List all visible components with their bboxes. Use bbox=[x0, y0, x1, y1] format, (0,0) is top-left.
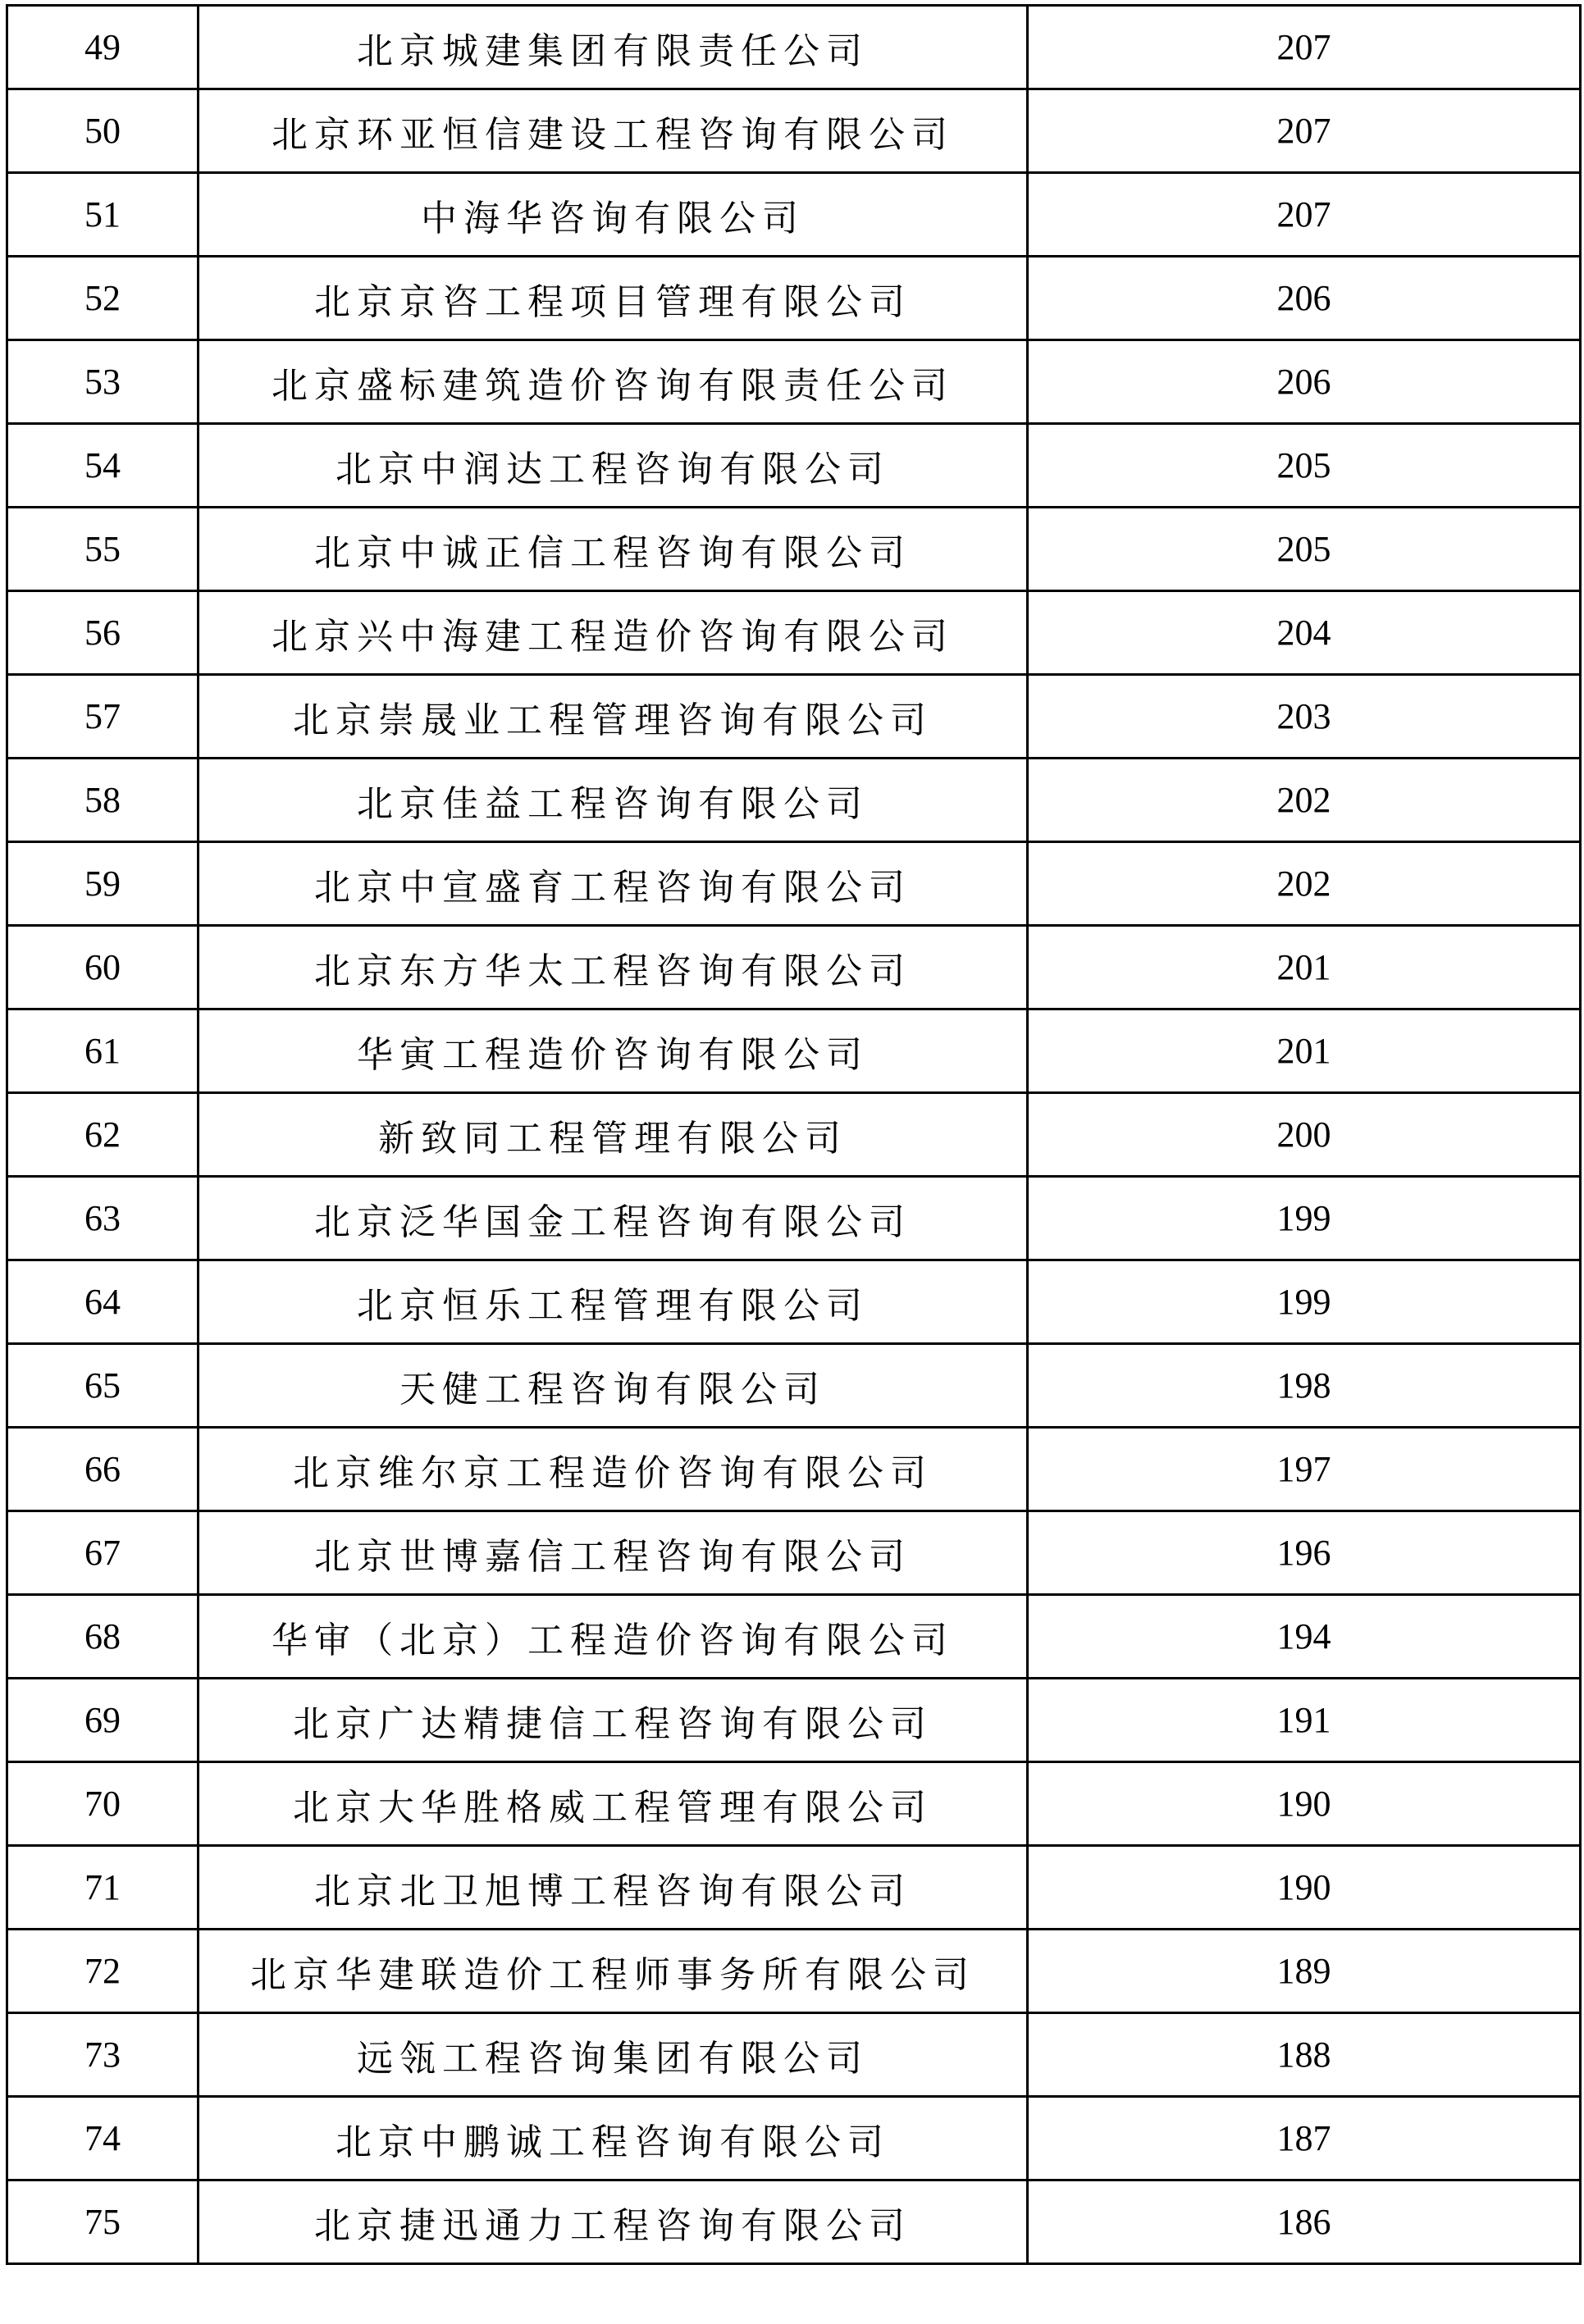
score-cell: 199 bbox=[1028, 1260, 1581, 1344]
rank-number-cell: 68 bbox=[7, 1595, 199, 1679]
company-name-cell: 北京京咨工程项目管理有限公司 bbox=[199, 257, 1028, 340]
score-cell: 203 bbox=[1028, 675, 1581, 759]
rank-number-cell: 65 bbox=[7, 1344, 199, 1428]
table-row bbox=[7, 759, 1581, 842]
table-row bbox=[7, 6, 1581, 89]
rank-number-cell: 70 bbox=[7, 1762, 199, 1846]
table-row bbox=[7, 1846, 1581, 1930]
table-row bbox=[7, 1344, 1581, 1428]
rank-number-cell: 50 bbox=[7, 89, 199, 173]
rank-number-cell: 52 bbox=[7, 257, 199, 340]
ranking-table bbox=[6, 4, 1582, 2265]
company-name-cell: 北京中润达工程咨询有限公司 bbox=[199, 424, 1028, 508]
rank-number-cell: 53 bbox=[7, 340, 199, 424]
score-cell: 190 bbox=[1028, 1846, 1581, 1930]
score-cell: 205 bbox=[1028, 508, 1581, 591]
company-name-cell: 北京佳益工程咨询有限公司 bbox=[199, 759, 1028, 842]
rank-number-cell: 57 bbox=[7, 675, 199, 759]
company-name-cell: 华审（北京）工程造价咨询有限公司 bbox=[199, 1595, 1028, 1679]
table-row bbox=[7, 591, 1581, 675]
score-cell: 206 bbox=[1028, 257, 1581, 340]
score-cell: 191 bbox=[1028, 1679, 1581, 1762]
score-cell: 201 bbox=[1028, 1009, 1581, 1093]
rank-number-cell: 59 bbox=[7, 842, 199, 926]
score-cell: 201 bbox=[1028, 926, 1581, 1009]
table-row bbox=[7, 926, 1581, 1009]
ranking-table-body bbox=[7, 6, 1581, 2264]
rank-number-cell: 67 bbox=[7, 1511, 199, 1595]
score-cell: 186 bbox=[1028, 2180, 1581, 2264]
table-row bbox=[7, 89, 1581, 173]
table-row bbox=[7, 1009, 1581, 1093]
score-cell: 196 bbox=[1028, 1511, 1581, 1595]
score-cell: 202 bbox=[1028, 759, 1581, 842]
rank-number-cell: 69 bbox=[7, 1679, 199, 1762]
rank-number-cell: 51 bbox=[7, 173, 199, 257]
company-name-cell: 北京中诚正信工程咨询有限公司 bbox=[199, 508, 1028, 591]
company-name-cell: 华寅工程造价咨询有限公司 bbox=[199, 1009, 1028, 1093]
table-row bbox=[7, 257, 1581, 340]
score-cell: 197 bbox=[1028, 1428, 1581, 1511]
score-cell: 188 bbox=[1028, 2013, 1581, 2097]
company-name-cell: 北京崇晟业工程管理咨询有限公司 bbox=[199, 675, 1028, 759]
rank-number-cell: 74 bbox=[7, 2097, 199, 2180]
company-name-cell: 中海华咨询有限公司 bbox=[199, 173, 1028, 257]
table-row bbox=[7, 424, 1581, 508]
score-cell: 205 bbox=[1028, 424, 1581, 508]
company-name-cell: 北京华建联造价工程师事务所有限公司 bbox=[199, 1930, 1028, 2013]
table-row bbox=[7, 1930, 1581, 2013]
rank-number-cell: 72 bbox=[7, 1930, 199, 2013]
company-name-cell: 北京兴中海建工程造价咨询有限公司 bbox=[199, 591, 1028, 675]
rank-number-cell: 55 bbox=[7, 508, 199, 591]
company-name-cell: 新致同工程管理有限公司 bbox=[199, 1093, 1028, 1177]
company-name-cell: 北京中宣盛育工程咨询有限公司 bbox=[199, 842, 1028, 926]
rank-number-cell: 63 bbox=[7, 1177, 199, 1260]
company-name-cell: 北京广达精捷信工程咨询有限公司 bbox=[199, 1679, 1028, 1762]
company-name-cell: 天健工程咨询有限公司 bbox=[199, 1344, 1028, 1428]
company-name-cell: 远瓴工程咨询集团有限公司 bbox=[199, 2013, 1028, 2097]
table-row bbox=[7, 1260, 1581, 1344]
score-cell: 187 bbox=[1028, 2097, 1581, 2180]
company-name-cell: 北京捷迅通力工程咨询有限公司 bbox=[199, 2180, 1028, 2264]
table-row bbox=[7, 1093, 1581, 1177]
score-cell: 190 bbox=[1028, 1762, 1581, 1846]
score-cell: 199 bbox=[1028, 1177, 1581, 1260]
company-name-cell: 北京世博嘉信工程咨询有限公司 bbox=[199, 1511, 1028, 1595]
table-row bbox=[7, 1762, 1581, 1846]
table-row bbox=[7, 1679, 1581, 1762]
table-row bbox=[7, 675, 1581, 759]
score-cell: 194 bbox=[1028, 1595, 1581, 1679]
rank-number-cell: 56 bbox=[7, 591, 199, 675]
rank-number-cell: 49 bbox=[7, 6, 199, 89]
rank-number-cell: 64 bbox=[7, 1260, 199, 1344]
table-row bbox=[7, 2180, 1581, 2264]
company-name-cell: 北京盛标建筑造价咨询有限责任公司 bbox=[199, 340, 1028, 424]
table-row bbox=[7, 1595, 1581, 1679]
company-name-cell: 北京环亚恒信建设工程咨询有限公司 bbox=[199, 89, 1028, 173]
company-name-cell: 北京泛华国金工程咨询有限公司 bbox=[199, 1177, 1028, 1260]
company-name-cell: 北京恒乐工程管理有限公司 bbox=[199, 1260, 1028, 1344]
rank-number-cell: 62 bbox=[7, 1093, 199, 1177]
rank-number-cell: 75 bbox=[7, 2180, 199, 2264]
rank-number-cell: 60 bbox=[7, 926, 199, 1009]
table-row bbox=[7, 2097, 1581, 2180]
table-row bbox=[7, 173, 1581, 257]
score-cell: 189 bbox=[1028, 1930, 1581, 2013]
table-row bbox=[7, 2013, 1581, 2097]
rank-number-cell: 58 bbox=[7, 759, 199, 842]
score-cell: 207 bbox=[1028, 173, 1581, 257]
rank-number-cell: 61 bbox=[7, 1009, 199, 1093]
table-row bbox=[7, 508, 1581, 591]
company-name-cell: 北京中鹏诚工程咨询有限公司 bbox=[199, 2097, 1028, 2180]
rank-number-cell: 71 bbox=[7, 1846, 199, 1930]
table-row bbox=[7, 1177, 1581, 1260]
company-name-cell: 北京大华胜格威工程管理有限公司 bbox=[199, 1762, 1028, 1846]
rank-number-cell: 66 bbox=[7, 1428, 199, 1511]
table-row bbox=[7, 1511, 1581, 1595]
score-cell: 204 bbox=[1028, 591, 1581, 675]
company-name-cell: 北京城建集团有限责任公司 bbox=[199, 6, 1028, 89]
score-cell: 198 bbox=[1028, 1344, 1581, 1428]
score-cell: 200 bbox=[1028, 1093, 1581, 1177]
company-name-cell: 北京维尔京工程造价咨询有限公司 bbox=[199, 1428, 1028, 1511]
score-cell: 207 bbox=[1028, 89, 1581, 173]
score-cell: 202 bbox=[1028, 842, 1581, 926]
table-row bbox=[7, 1428, 1581, 1511]
company-name-cell: 北京北卫旭博工程咨询有限公司 bbox=[199, 1846, 1028, 1930]
score-cell: 206 bbox=[1028, 340, 1581, 424]
score-cell: 207 bbox=[1028, 6, 1581, 89]
rank-number-cell: 54 bbox=[7, 424, 199, 508]
table-row bbox=[7, 842, 1581, 926]
table-row bbox=[7, 340, 1581, 424]
company-name-cell: 北京东方华太工程咨询有限公司 bbox=[199, 926, 1028, 1009]
rank-number-cell: 73 bbox=[7, 2013, 199, 2097]
